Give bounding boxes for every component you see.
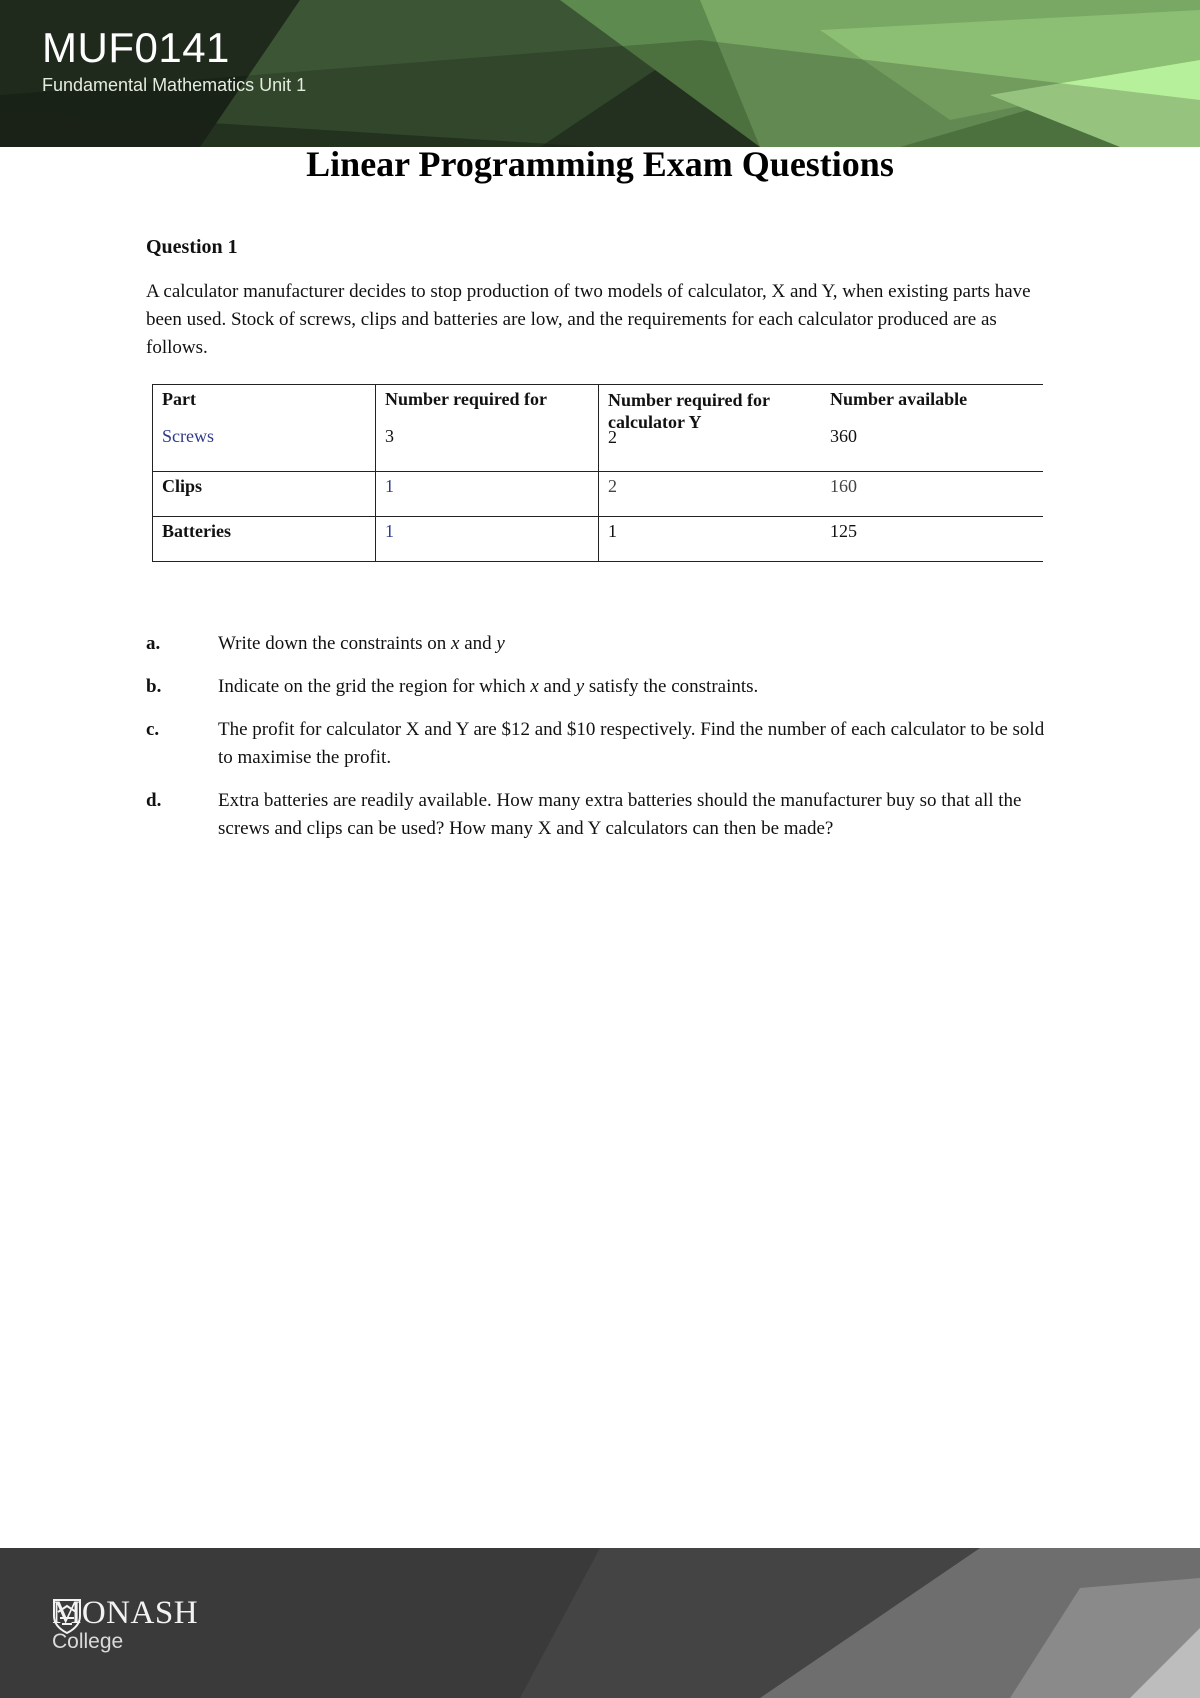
monash-college-logo: [52, 1596, 198, 1654]
variable-x: x: [530, 676, 539, 697]
table-cell: [376, 385, 599, 472]
question-parts: [146, 630, 1046, 858]
part-label: d.: [146, 790, 162, 811]
part-text-segment: Write down the constraints on: [218, 633, 451, 654]
header-col-x: Number required for: [385, 389, 547, 409]
table-row: [153, 517, 1044, 562]
header-background: [0, 0, 1200, 147]
part-text-segment: satisfy the constraints.: [584, 676, 759, 697]
question-heading: Question 1: [146, 236, 238, 258]
table-row: [153, 472, 1044, 517]
logo-subtext: College: [52, 1630, 124, 1653]
header-col-y: Number required for calculator Y: [608, 390, 770, 432]
screws-available-value: 360: [830, 426, 857, 446]
screws-x-value: 3: [385, 426, 394, 446]
clips-available-value: 160: [821, 472, 1043, 517]
part-text: [218, 673, 1046, 701]
variable-y: y: [575, 676, 585, 697]
row-part-screws: Screws: [162, 426, 214, 446]
variable-y: y: [496, 633, 505, 654]
part-label: c.: [146, 719, 160, 740]
row-part-clips: Clips: [153, 472, 376, 517]
list-item: [146, 716, 1046, 772]
logo-text: MONASH: [52, 1595, 199, 1631]
header-banner: [0, 0, 1200, 147]
batteries-x-value: 1: [376, 517, 599, 562]
parts-table: [152, 384, 1043, 562]
table-row: [153, 385, 1044, 472]
list-item: [146, 787, 1046, 843]
part-text: [218, 630, 1046, 658]
part-label: a.: [146, 633, 161, 654]
part-text: Extra batteries are readily available. How many extra batteries should the manufacturer buy so that all the screws and clips can be used? How many X and Y calculators can then be made?: [218, 790, 1022, 839]
header-part: Part: [162, 389, 196, 409]
clips-y-value: 2: [599, 472, 822, 517]
row-part-batteries: Batteries: [153, 517, 376, 562]
header-available: Number available: [830, 389, 968, 409]
footer-banner: [0, 1548, 1200, 1698]
part-text-segment: Indicate on the grid the region for which: [218, 676, 531, 697]
part-text-segment: and: [459, 633, 497, 654]
batteries-available-value: 125: [821, 517, 1043, 562]
page-title: Linear Programming Exam Questions: [306, 144, 894, 184]
list-item: [146, 630, 1046, 658]
crest-icon: [52, 1598, 82, 1634]
variable-x: x: [451, 633, 460, 654]
clips-x-value: 1: [376, 472, 599, 517]
table-cell: [599, 385, 822, 472]
batteries-y-value: 1: [599, 517, 822, 562]
part-label: b.: [146, 676, 162, 697]
table-cell: [153, 385, 376, 472]
list-item: [146, 673, 1046, 701]
question-intro: A calculator manufacturer decides to stop production of two models of calculator, X and Y, when existing parts have been used. Stock of screws, clips and batteries are low, and the requirements for each calculator produced are as follows.: [146, 281, 1031, 358]
table-cell: [821, 385, 1043, 472]
part-text-segment: and: [538, 676, 576, 697]
course-code: MUF0141: [42, 24, 230, 71]
course-name: Fundamental Mathematics Unit 1: [42, 75, 307, 95]
part-text: The profit for calculator X and Y are $12 and $10 respectively. Find the number of each calculator to be sold to maximise the profit.: [218, 719, 1045, 768]
screws-y-value: 2: [608, 427, 617, 447]
